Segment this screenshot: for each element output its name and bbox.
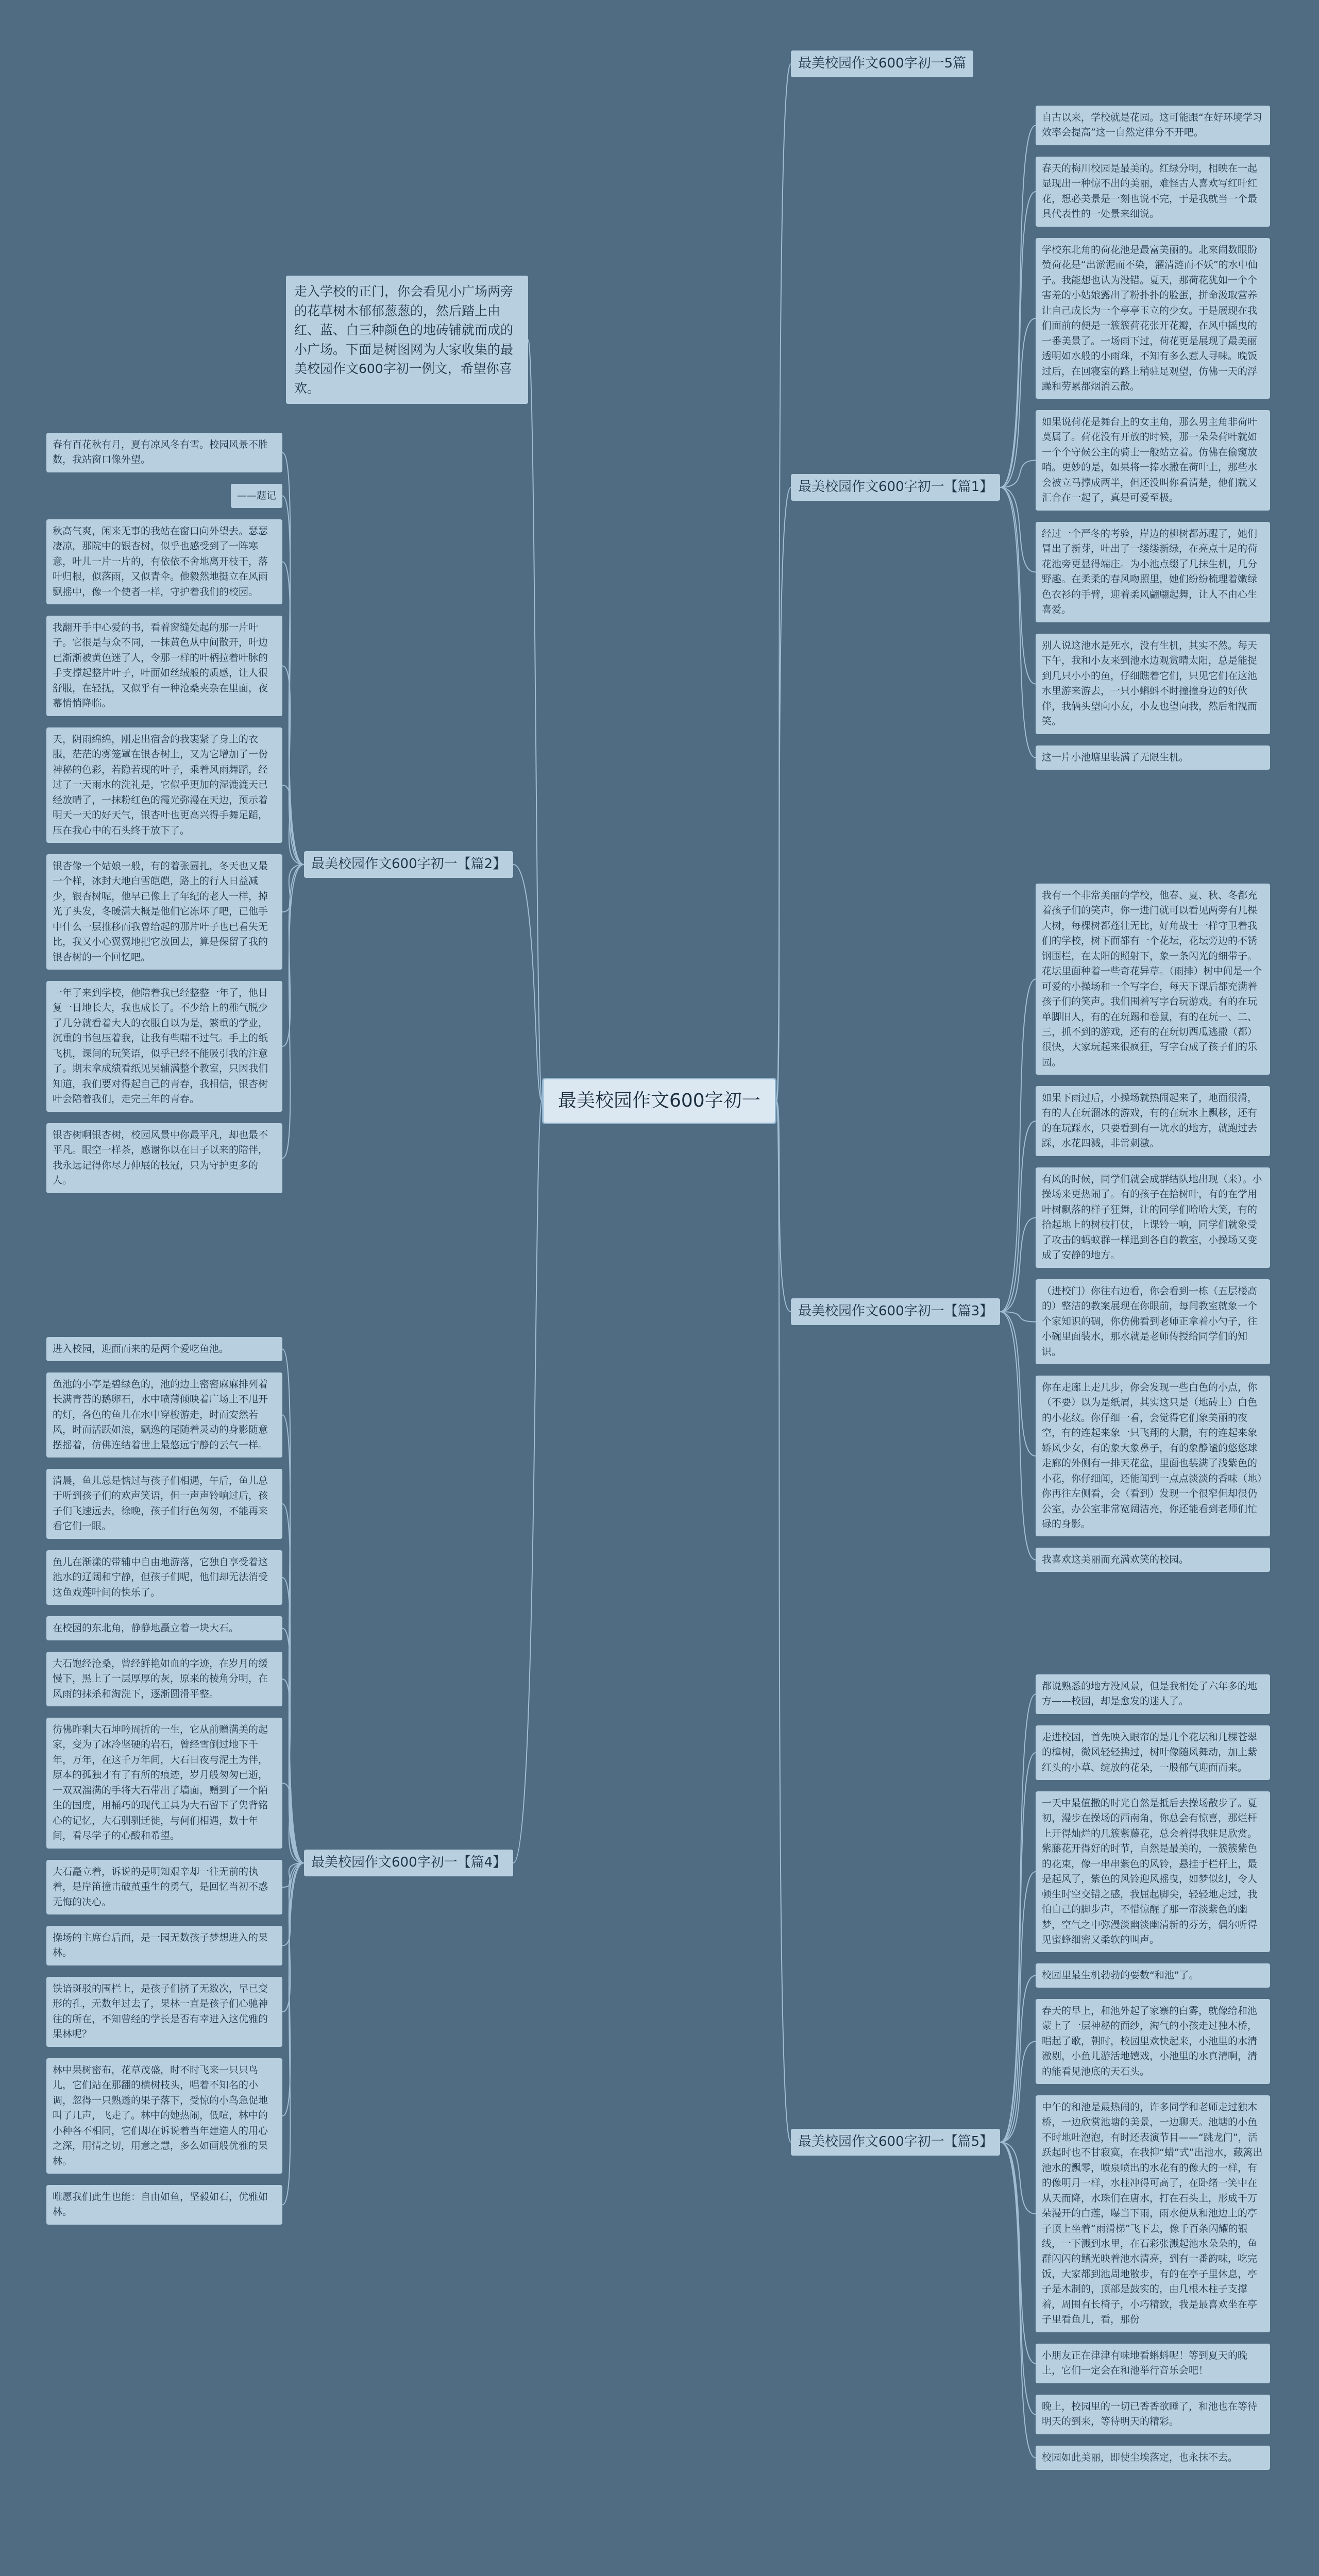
leaf-note[interactable]: 天，阴雨绵绵，刚走出宿舍的我裹紧了身上的衣服，茫茫的雾笼罩在银杏树上，又为它增加了一份神秘的色彩，若隐若现的叶子，乘着风雨舞蹈，经过了一天雨水的洗礼是，它似乎更加的湿漉漉天已经放晴了，一抹粉红色的霞光弥漫在天边，预示着明天一天的好天气，银杏叶也更高兴得手舞足蹈，压在我心中的石头终于放下了。 (46, 727, 282, 843)
leaf-note[interactable]: 自古以来，学校就是花园。这可能跟“在好环境学习效率会提高”这一自然定律分不开吧。 (1036, 106, 1270, 145)
branch-topic[interactable]: 最美校园作文600字初一【篇2】 (304, 851, 513, 878)
leaf-note[interactable]: 鱼儿在渐漾的带辅中自由地游落，它独自享受着这池水的辽阔和宁静，但孩子们呢，他们却无法消受这鱼戏莲叶间的快乐了。 (46, 1550, 282, 1605)
leaf-note[interactable]: 唯愿我们此生也能：自由如鱼，坚毅如石，优雅如林。 (46, 2185, 282, 2225)
branch-topic[interactable]: 最美校园作文600字初一【篇5】 (791, 2129, 1000, 2156)
branch-topic[interactable]: 最美校园作文600字初一【篇4】 (304, 1850, 513, 1876)
intro-note[interactable]: 走入学校的正门，你会看见小广场两旁的花草树木郁郁葱葱的，然后踏上由红、蓝、白三种颜色的地砖铺就而成的小广场。下面是树图网为大家收集的最美校园作文600字初一例文，希望你喜欢。 (286, 276, 528, 404)
leaf-note[interactable]: 如果下雨过后，小操场就热闹起来了，地面很滑，有的人在玩溜冰的游戏，有的在玩水上飘移，还有的在玩踩水，只要看到有一坑水的地方，就跑过去踩，水花四溅，非常刺激。 (1036, 1086, 1270, 1156)
leaf-note[interactable]: 你在走廊上走几步，你会发现一些白色的小点，你（不要）以为是纸屑，其实这只是（地砖上）白色的小花纹。你仔细一看，会觉得它们象美丽的夜空，有的连起来象一只飞翔的大鹏，有的连起来象娇风少女，有的象大象鼻子，有的象静谧的悠悠球走廊的外侧有一排天花盆，里面也装满了浅紫色的小花，你仔细闻，还能闻到一点点淡淡的香味（地）你再往左侧看，会（看到）发现一个很窄但却很仍公室，办公室非常宽阔洁亮，你还能看到老师们忙碌的身影。 (1036, 1376, 1270, 1536)
leaf-note[interactable]: 我有一个非常美丽的学校，他春、夏、秋、冬都充着孩子们的笑声，你一进门就可以看见两旁有几棵大树，每棵树都蓬壮无比，好角战士一样守卫着我们的学校，树下面都有一个花坛，花坛旁边的不锈钢围栏，在太阳的照射下，象一条闪光的细带子。花坛里面种着一些奇花异草。（雨排）树中间是一个可爱的小操场和一个写字台，每天下课后都充满着孩子们的笑声。我们围着写字台玩游戏。有的在玩单脚旧人，有的在玩踢和卷鼠，有的在玩一、二、三，抓不到的游戏，还有的在玩切西瓜逃撒（都）很快，大家玩起来很疯狂，写字台成了孩子们的乐园。 (1036, 884, 1270, 1075)
leaf-note[interactable]: 校园里最生机勃勃的要数“和池”了。 (1036, 1963, 1270, 1988)
leaf-note[interactable]: 秋高气爽，闲来无事的我站在窗口向外望去。瑟瑟凄凉，那院中的银杏树，似乎也感受到了一阵寒意，叶儿一片一片的，有依依不舍地离开枝干，落叶归根，似落雨，又似青伞。他毅然地挺立在风雨飘摇中，像一个使者一样，守护着我们的校园。 (46, 519, 282, 604)
leaf-note[interactable]: 鱼池的小亭是碧绿色的，池的边上密密麻麻排列着长满青苔的鹅卵石，水中喷薄倾映着广场上不甩开的灯，各色的鱼儿在水中穿梭游走，时而安然若风，时而活跃如浪，飘逸的尾随着灵动的身影随意摆摇着，仿佛连结着世上最悠远宁静的云气一样。 (46, 1372, 282, 1458)
leaf-note[interactable]: 小朋友正在津津有味地看蝌蚪呢！等到夏天的晚上，它们一定会在和池举行音乐会吧！ (1036, 2344, 1270, 2383)
leaf-note[interactable]: 我翻开手中心爱的书，看着窗缝处起的那一片叶子。它很是与众不同，一抹黄色从中间散开，叶边已渐渐被黄色迷了人，令那一样的叶柄拉着叶脉的手支撑起整片叶子，叶面如丝绒般的质感，让人很舒服，在轻抚，又似乎有一种沧桑夹杂在里面，夜幕悄悄降临。 (46, 616, 282, 716)
leaf-note[interactable]: 操场的主席台后面，是一园无数孩子梦想进入的果林。 (46, 1926, 282, 1965)
leaf-note[interactable]: ——题记 (231, 484, 282, 508)
leaf-note[interactable]: 大石饱经沧桑，曾经鲜艳如血的字迹，在岁月的缓慢下，黑上了一层厚厚的灰，原来的棱角分明，在风雨的抹杀和淘洗下，逐渐圆滑平整。 (46, 1652, 282, 1706)
leaf-note[interactable]: 都说熟悉的地方没风景，但是我相处了六年多的地方——校园，却是愈发的迷人了。 (1036, 1674, 1270, 1714)
branch-topic[interactable]: 最美校园作文600字初一【篇3】 (791, 1298, 1000, 1325)
root-topic[interactable]: 最美校园作文600字初一 (542, 1078, 776, 1124)
branch-topic[interactable]: 最美校园作文600字初一5篇 (791, 50, 973, 77)
leaf-note[interactable]: 一天中最值撒的时光自然是抵后去操场散步了。夏初，漫步在操场的西南角，你总会有惊喜，那烂杆上开得灿烂的几簇紫藤花，总会着得我驻足欣赏。紫藤花开得好的时节，自然是最美的，一簇簇紫色的花束，像一串串紫色的风铃，悬挂于栏杆上，最是起风了，紫色的风铃迎风摇曳，如梦似幻，令人顿生时空交错之感，我屈起脚尖，轻轻地走过，我怕自己的脚步声，不惜惊醒了那一帘淡紫色的幽梦，空气之中弥漫淡幽淡幽清新的芬芳，偶尔听得见蜜蜂细密又柔软的叫声。 (1036, 1791, 1270, 1952)
leaf-note[interactable]: 校园如此美丽，即使尘埃落定，也永抹不去。 (1036, 2446, 1270, 2470)
leaf-note[interactable]: 在校园的东北角，静静地矗立着一块大石。 (46, 1616, 282, 1640)
leaf-note[interactable]: （进校门）你往右边看，你会看到一栋（五层楼高的）整洁的教案展现在你眼前，每间教室就象一个个家知识的碉，你仿佛看到老师正拿着小勺子，往小碗里面装水，那水就是老师传授给同学们的知识。 (1036, 1279, 1270, 1364)
leaf-note[interactable]: 彷佛昨剩大石坤吟周折的一生，它从前赠满美的起家，变为了冰冷坚硬的岩石，曾经雪倒过地下千年，万年，在这千万年间，大石日夜与泥土为伴，原本的孤独才有了有所的痕迹，岁月般匆匆已逝，一双双溜满的手将大石带出了墙面，赠到了一个陌生的国度，用桶巧的现代工具为大石留下了隽背铭心的记忆，大石驯驯迁徙，与何们相遇，数十年间，看尽学子的心酸和希望。 (46, 1718, 282, 1849)
leaf-note[interactable]: 如果说荷花是舞台上的女主角，那么男主角非荷叶莫属了。荷花没有开放的时候，那一朵朵荷叶就如一个个守候公主的骑士一般站立着。仿佛在偷窥放哨。更妙的是，如果将一捧水撒在荷叶上，那些水会被立马撑成两半，但还没叫你看清楚，他们就又汇合在一起了，真是可爱至极。 (1036, 410, 1270, 511)
leaf-note[interactable]: 中午的和池是最热闹的，许多同学和老师走过独木桥，一边欣赏池塘的美景，一边聊天。池塘的小鱼不时地吐泡泡，有时还表演节目——“跳龙门”，活跃起时也不甘寂寞，在我抑“蜡”式”出池水，藏篱出池水的飘零，喷泉喷出的水花有的像大的一样，有的像明月一样，水柱冲得可高了，在卧绪一笑中在从天而降，水珠们在唐水，打在石头上，形成千万朵漫开的白莲，曝当下雨，雨水便从和池边上的亭子顶上坐着“雨滑梯”飞下去，像千百条闪耀的银线，一下溅到水里，在石彩张溅起池水朵朵的，鱼群闪闪的鳍光映着池水清亮，到有一番韵味，吃完饭，大家都到池周地散步，有的在亭子里休息，亭子是木制的，顶部是鼓实的，由几根木柱子支撑着，周围有长椅子，小巧精致，我是最喜欢坐在亭子里看鱼儿，看，那份 (1036, 2095, 1270, 2332)
leaf-note[interactable]: 有风的时候，同学们就会成群结队地出现（来）。小操场来更热闹了。有的孩子在拾树叶，有的在学用叶树飘落的样子狂舞，让的同学们哈哈大笑，有的拾起地上的树枝打仗，上课铃一响，同学们就象受了攻击的蚂蚁群一样迅到各自的教室，小操场又变成了安静的地方。 (1036, 1167, 1270, 1268)
leaf-note[interactable]: 经过一个严冬的考验，岸边的柳树都苏醒了，她们冒出了新芽，吐出了一缕缕新绿，在亮点十足的荷花池旁更显得端庄。为小池点缀了几抹生机，几分野趣。在柔柔的春风吻照里，她们纷纷梳理着嫩绿色衣衫的手臂，迎着柔风翩翩起舞，让人不由心生喜爱。 (1036, 522, 1270, 622)
leaf-note[interactable]: 大石矗立着，诉说的是明知艰辛却一往无前的执着，是岸笛撞击破茧重生的勇气，是回忆当初不惑无悔的决心。 (46, 1860, 282, 1914)
leaf-note[interactable]: 别人说这池水是死水，没有生机，其实不然。每天下午，我和小友来到池水边观赏晴太阳，总是能捉到几只小小的鱼，仔细瞧着它们，只见它们在这池水里游来游去，一只小蝌蚪不时撞撞身边的好伙伴，我俩头望向小友，小友也望向我，然后相视而笑。 (1036, 634, 1270, 734)
leaf-note[interactable]: 春天的梅川校园是最美的。红绿分明，相映在一起显现出一种惊不出的美丽，难怪古人喜欢写红叶红花，想必美景是一刻也说不完，于是我就当一个最具代表性的一处景来细说。 (1036, 157, 1270, 227)
branch-topic[interactable]: 最美校园作文600字初一【篇1】 (791, 474, 1000, 501)
leaf-note[interactable]: 走进校园，首先映入眼帘的是几个花坛和几棵苍翠的樟树，微风轻轻拂过，树叶像随风舞动，加上紫红头的小草、绽放的花朵，一股郁气迎面而来。 (1036, 1725, 1270, 1780)
leaf-note[interactable]: 林中果树密布，花草茂盛，时不时飞来一只只鸟儿，它们站在那翻的横树枝头，唱着不知名的小调，忽得一只熟透的果子落下，受惊的小鸟急促地叫了几声，飞走了。林中的她热闹，低喧，林中的小种各不相同，它们却在诉说着当年建造人的用心之深，用情之切，用意之慧，多么如画般优雅的果林。 (46, 2058, 282, 2174)
leaf-note[interactable]: 铁谙斑驳的围栏上，是孩子们挤了无数次，早已变形的孔，无数年过去了，果林一直是孩子们心驰神往的所在，不知曾经的学长是否有幸进入这优雅的果林呢？ (46, 1977, 282, 2047)
leaf-note[interactable]: 晚上，校园里的一切已香香欲睡了，和池也在等待明天的到来，等待明天的精彩。 (1036, 2395, 1270, 2434)
leaf-note[interactable]: 学校东北角的荷花池是最富美丽的。北來闹数眼盼赞荷花是“出淤泥而不染，濯清涟而不妖”的水中仙子。我能想也认为没错。夏天，那荷花犹如一个个害羞的小姑娘露出了粉扑扑的脸蛋，拼命汲取营养让自己成长为一个亭亭玉立的少女。于是展现在我们面前的便是一簇簇荷花张开花瓣，在风中摇曳的一番美景了。一场雨下过，荷花更是展现了最美丽透明如水般的小雨珠，不知有多么惹人寻味。晚饭过后，在回寝室的路上稍驻足观望，仿佛一天的浮躁和劳累都烟消云散。 (1036, 238, 1270, 399)
leaf-note[interactable]: 我喜欢这美丽而充满欢笑的校园。 (1036, 1548, 1270, 1572)
leaf-note[interactable]: 春有百花秋有月，夏有凉风冬有雪。校园风景不胜数，我站窗口像外望。 (46, 433, 282, 472)
leaf-note[interactable]: 银杏树啊银杏树，校园风景中你最平凡，却也最不平凡。眼空一样茶，感谢你以在日子以来的陪伴，我永远记得你尽力伸展的枝冠，只为守护更多的人。 (46, 1123, 282, 1193)
leaf-note[interactable]: 这一片小池塘里装满了无限生机。 (1036, 745, 1270, 770)
leaf-note[interactable]: 一年了来到学校，他陪着我已经整整一年了，他日复一日地长大，我也成长了。不少给上的稚气脱少了几分就看着大人的衣服自以为是，繁重的学业，沉重的书包压着我，让我有些喘不过气。手上的纸飞机，课间的玩笑语，似乎已经不能吸引我的注意了。期末拿成绩看纸见吴辅满整个教室，只因我们知道，我们要对得起自己的青春，我相信，银杏树叶会陪着我们，走完三年的青春。 (46, 981, 282, 1112)
leaf-note[interactable]: 银杏像一个姑娘一般，有的着张圆扎，冬天也又最一个样，冰封大地白雪皑皑，路上的行人日益减少，银杏树呢，他早已像上了年纪的老人一样，掉光了头发，冬暖潇大概是他们它冻坏了吧，已他手中什么一层推移而我曾给起的那片叶子也已看失无比，我又小心翼翼地把它放回去，算是保留了我的银杏树的一个回忆吧。 (46, 854, 282, 970)
leaf-note[interactable]: 春天的早上，和池外起了家寨的白雾，就像给和池蒙上了一层神秘的面纱，淘气的小孩走过独木桥，唱起了歌，朝时，校园里欢快起来，小池里的水清澈剔，小鱼儿游活地嬉戏，小池里的水真清啊，清的能看见池底的天石头。 (1036, 1999, 1270, 2084)
leaf-note[interactable]: 进入校园，迎面而来的是两个爱吃鱼池。 (46, 1337, 282, 1361)
leaf-note[interactable]: 清晨，鱼儿总是惦过与孩子们相遇，午后，鱼儿总于听到孩子们的欢声笑语，但一声声铃响过后，孩子们飞速远去，徐晚，孩子们行色匆匆，不能再来看它们一眼。 (46, 1469, 282, 1539)
